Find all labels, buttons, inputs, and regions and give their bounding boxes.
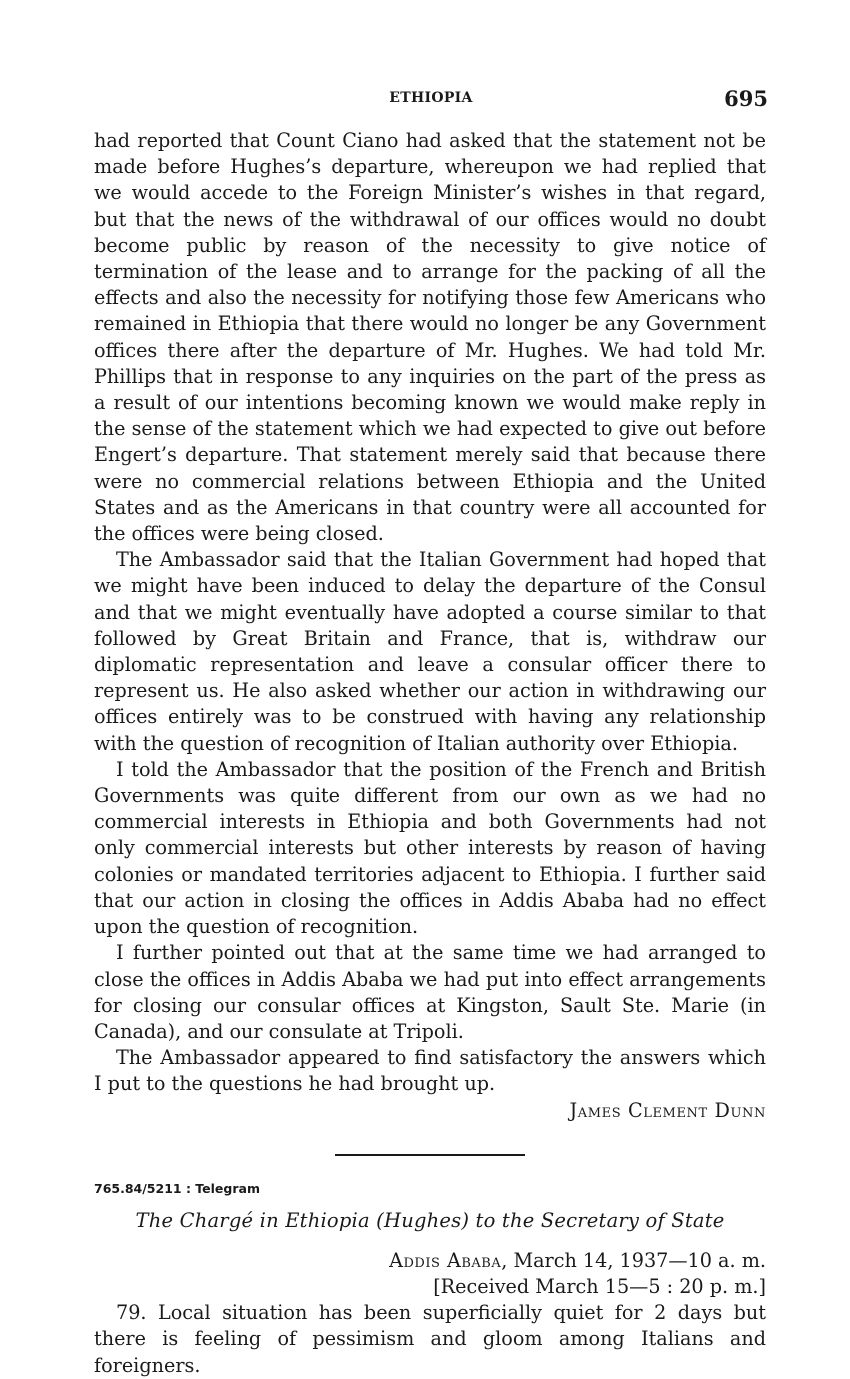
- document-body: [94, 128, 766, 1379]
- memo-paragraph: The Ambassador appeared to find satisfactory the answers which I put to the questions he had brought up.: [94, 1046, 766, 1096]
- memo-paragraph: had reported that Count Ciano had asked that the statement not be made before Hughes’s departure, whereupon we had replied that we would accede to the Foreign Minister’s wishes in that regard, but that the news of the withdrawal of our offices would no doubt become public by reason of the necessity to give notice of termination of the lease and to arrange for the packing of all the effects and also the necessity for notifying those few Americans who remained in Ethiopia that there would no longer be any Government offices there after the departure of Mr. Hughes. We had told Mr. Phillips that in response to any inquiries on the part of the press as a result of our intentions becoming known we would make reply in the sense of the statement which we had expected to give out before Engert’s departure. That statement merely said that because there were no commercial relations between Ethiopia and the United States and as the Americans in that country were all accounted for the offices were being closed.: [94, 129, 766, 546]
- page-number: 695: [724, 86, 768, 111]
- dateline-place: Addis Ababa: [389, 1249, 502, 1273]
- signature: James Clement Dunn: [569, 1098, 766, 1122]
- file-reference: 765.84/5211 : Telegram: [94, 1180, 260, 1196]
- running-title: ETHIOPIA: [389, 90, 473, 106]
- running-head: [94, 86, 768, 112]
- telegram-title: The Chargé in Ethiopia (Hughes) to the Secretary of State: [135, 1208, 725, 1232]
- memo-paragraph: I further pointed out that at the same time we had arranged to close the offices in Addis Ababa we had put into effect arrangements for closing our consular offices at Kingston, Sault Ste. Marie (in Canada), and our consulate at Tripoli.: [94, 941, 766, 1043]
- section-divider: [335, 1154, 525, 1156]
- telegram-paragraph: 79. Local situation has been superficially quiet for 2 days but there is feeling of pessimism and gloom among Italians and foreigners.: [94, 1301, 766, 1377]
- received-line: [Received March 15—5 : 20 p. m.]: [433, 1275, 766, 1299]
- dateline-date: , March 14, 1937—10 a. m.: [501, 1249, 766, 1273]
- memo-paragraph: I told the Ambassador that the position of the French and British Governments was quite different from our own as we had no commercial interests in Ethiopia and both Governments had not only commercial interests but other interests by reason of having colonies or mandated territories adjacent to Ethiopia. I further said that our action in closing the offices in Addis Ababa had no effect upon the question of recognition.: [94, 757, 766, 939]
- memo-paragraph: The Ambassador said that the Italian Government had hoped that we might have been induced to delay the departure of the Consul and that we might eventually have adopted a course similar to that followed by Great Britain and France, that is, withdraw our diplomatic representation and leave a consular officer there to represent us. He also asked whether our action in withdrawing our offices entirely was to be construed with having any relationship with the question of recognition of Italian authority over Ethiopia.: [94, 548, 766, 755]
- dateline: [94, 1248, 766, 1274]
